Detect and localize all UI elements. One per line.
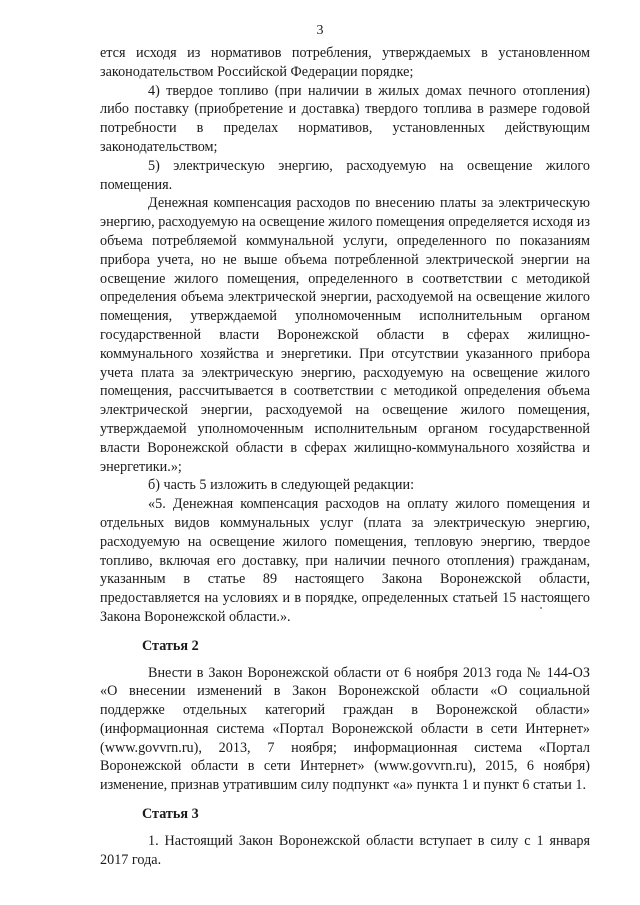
paragraph-item-5: 5) электрическую энергию, расходуемую на освещение жилого помещения.: [100, 157, 590, 193]
article-3-heading: Статья 3: [142, 806, 199, 823]
paragraph-part-5-amendment: б) часть 5 изложить в следующей редакции:: [148, 477, 415, 494]
paragraph-continuation: ется исходя из нормативов потребления, утверждаемых в установленном законодательством Российской Федерации порядке;: [100, 45, 590, 80]
document-body: [100, 44, 590, 869]
paragraph-item-4: 4) твердое топливо (при наличии в жилых домах печного отопления) либо поставку (приобретение и доставка) твердого топлива в размере годовой потребности в пределах нормативов, установленных действующим законодательством;: [100, 82, 590, 155]
page-number: 3: [316, 23, 324, 38]
paragraph-part-5-text: «5. Денежная компенсация расходов на оплату жилого помещения и отдельных видов коммунальных услуг (плата за электрическую энергию, расходуемую на освещение жилого помещения, тепловую энергию, твердое топливо, включая его доставку, при наличии печного отопления) гражданам, указанным в статье 89 настоящего Закона Воронежской области, предоставляется на условиях и в порядке, определенных статьей 15 настоящего Закона Воронежской области.».: [100, 496, 590, 625]
article-2-heading: Статья 2: [142, 637, 199, 654]
scan-speck: [540, 607, 542, 609]
paragraph-compensation-electricity: Денежная компенсация расходов по внесению платы за электрическую энергию, расходуемую на освещение жилого помещения определяется исходя из объема потребляемой коммунальной услуги, определенного по показаниям прибора учета, но не выше объема потребленной электрической энергии на освещение жилого помещения, определенного в соответствии с методикой определения объема электрической энергии, расходуемой на освещение жилого помещения, утверждаемой уполномоченным исполнительным органом государственной власти Воронежской области в сферах жилищно-коммунального хозяйства и энергетики. При отсутствии указанного прибора учета плата за электрическую энергию, расходуемую на освещение жилого помещения, рассчитывается в соответствии с методикой определения объема электрической энергии, расходуемой на освещение жилого помещения, утверждаемой уполномоченным исполнительным органом государственной власти Воронежской области в сферах жилищно-коммунального хозяйства и энергетики.»;: [100, 195, 590, 475]
article-2-text: Внести в Закон Воронежской области от 6 ноября 2013 года № 144-ОЗ «О внесении изменений в Закон Воронежской области «О социальной поддержке отдельных категорий граждан в Воронежской области» (информационная система «Портал Воронежской области в сети Интернет» (www.govvrn.ru), 2013, 7 ноября; информационная система «Портал Воронежской области в сети Интернет» (www.govvrn.ru), 2015, 6 ноября) изменение, признав утратившим силу подпункт «а» пункта 1 и пункт 6 статьи 1.: [100, 664, 590, 794]
article-3-text: 1. Настоящий Закон Воронежской области вступает в силу с 1 января 2017 года.: [100, 832, 590, 868]
